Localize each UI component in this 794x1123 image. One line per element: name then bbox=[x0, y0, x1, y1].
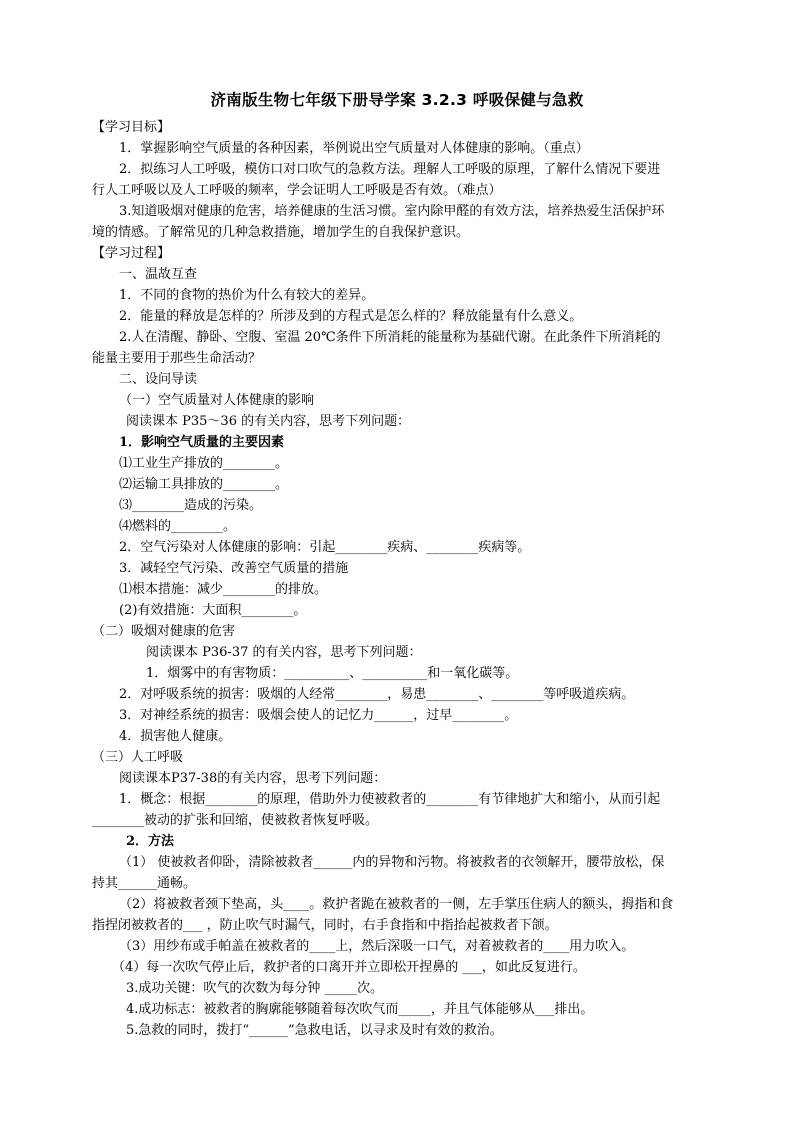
method-step-2-line-1: （2）将被救者颈下垫高，头____。救护者跪在被救者的一侧，左手掌压住病人的额头，拇指和食 bbox=[119, 897, 674, 912]
goal-3-line-1: 3.知道吸烟对健康的危害，培养健康的生活习惯。室内除甲醛的有效方法，培养热爱生活保护环 bbox=[119, 204, 665, 219]
goal-2-line-1: 2．拟练习人工呼吸，模仿口对口吹气的急救方法。理解人工呼吸的原理，了解什么情况下要进 bbox=[119, 162, 661, 177]
smoking-item-2: 2．对呼吸系统的损害：吸烟的人经常________，易患________、________等呼吸道疾病。 bbox=[119, 687, 635, 702]
air-factor-2: ⑵运输工具排放的________。 bbox=[119, 477, 289, 492]
goal-2-line-2: 行人工呼吸以及人工呼吸的频率，学会证明人工呼吸是否有效。（难点） bbox=[92, 183, 502, 198]
topic-smoking: （二）吸烟对健康的危害 bbox=[92, 624, 236, 639]
reading-instruction-2: 阅读课本 P36-37 的有关内容，思考下列问题： bbox=[146, 645, 422, 660]
subheading-review: 一、温故互查 bbox=[119, 267, 198, 282]
smoking-item-4: 4．损害他人健康。 bbox=[119, 729, 232, 744]
topic-artificial-respiration: （三）人工呼吸 bbox=[92, 750, 184, 765]
subheading-guided-reading: 二、设问导读 bbox=[119, 372, 198, 387]
respiration-method-heading: 2．方法 bbox=[126, 834, 175, 849]
goal-3-line-2: 境的情感。了解常见的几种急救措施，增加学生的自我保护意识。 bbox=[92, 225, 470, 240]
review-question-3-line-1: 2.人在清醒、静卧、空腹、室温 20℃条件下所消耗的能量称为基础代谢。在此条件下所消耗的 bbox=[119, 330, 661, 345]
method-step-2-line-2: 指捏闭被救者的___ ，防止吹气时漏气，同时，右手食指和中指抬起被救者下颌。 bbox=[92, 918, 558, 933]
smoking-item-3: 3．对神经系统的损害：吸烟会使人的记忆力______，过早________。 bbox=[119, 708, 518, 723]
document-title: 济南版生物七年级下册导学案 3.2.3 呼吸保健与急救 bbox=[210, 91, 584, 109]
air-factors-heading: 1．影响空气质量的主要因素 bbox=[119, 435, 285, 450]
respiration-concept-line-1: 1．概念：根据________的原理，借助外力使被救者的________有节律地扩大和缩小，从而引起 bbox=[119, 792, 661, 807]
air-factor-1: ⑴工业生产排放的________。 bbox=[119, 456, 289, 471]
method-step-3: （3）用纱布或手帕盖在被救者的____上，然后深吸一口气，对着被救者的____用力吹入。 bbox=[119, 939, 635, 954]
air-factor-4: ⑷燃料的________。 bbox=[119, 519, 237, 534]
review-question-2: 2．能量的释放是怎样的？所涉及到的方程式是怎么样的？释放能量有什么意义。 bbox=[119, 309, 583, 324]
air-measure-1: ⑴根本措施：减少________的排放。 bbox=[119, 582, 328, 597]
method-step-4: （4）每一次吹气停止后，救护者的口离开并立即松开捏鼻的 ___，如此反复进行。 bbox=[112, 960, 586, 975]
air-pollution-effects: 2．空气污染对人体健康的影响：引起________疾病、________疾病等。 bbox=[119, 540, 531, 555]
smoking-item-1: 1．烟雾中的有害物质：__________、__________和一氧化碳等。 bbox=[146, 666, 519, 681]
air-factor-3: ⑶________造成的污染。 bbox=[119, 498, 263, 513]
air-measures-heading: 3．减轻空气污染、改善空气质量的措施 bbox=[119, 561, 349, 576]
reading-instruction-3: 阅读课本P37-38的有关内容，思考下列问题： bbox=[119, 771, 387, 786]
section-heading-goals: 【学习目标】 bbox=[92, 120, 171, 135]
goal-1: 1．掌握影响空气质量的各种因素，举例说出空气质量对人体健康的影响。（重点） bbox=[119, 141, 589, 156]
emergency-call: 5.急救的同时，拨打“______”急救电话，以寻求及时有效的救治。 bbox=[126, 1023, 503, 1038]
success-key: 3.成功关键：吹气的次数为每分钟 _____次。 bbox=[126, 981, 384, 996]
method-step-1-line-1: （1） 使被救者仰卧，清除被救者______内的异物和污物。将被救者的衣领解开，腰带放松，保 bbox=[119, 855, 665, 870]
section-heading-process: 【学习过程】 bbox=[92, 246, 171, 261]
review-question-3-line-2: 能量主要用于那些生命活动？ bbox=[92, 351, 262, 366]
review-question-1: 1．不同的食物的热价为什么有较大的差异。 bbox=[119, 288, 375, 303]
respiration-concept-line-2: ________被动的扩张和回缩，使被救者恢复呼吸。 bbox=[92, 813, 379, 828]
topic-air-quality: （一）空气质量对人体健康的影响 bbox=[119, 393, 315, 408]
success-sign: 4.成功标志：被救者的胸廓能够随着每次吹气而_____，并且气体能够从___排出。 bbox=[126, 1002, 594, 1017]
method-step-1-line-2: 持其______通畅。 bbox=[92, 876, 197, 891]
air-measure-2: (2)有效措施：大面积________。 bbox=[119, 603, 307, 618]
reading-instruction-1: 阅读课本 P35～36 的有关内容，思考下列问题： bbox=[126, 414, 411, 429]
